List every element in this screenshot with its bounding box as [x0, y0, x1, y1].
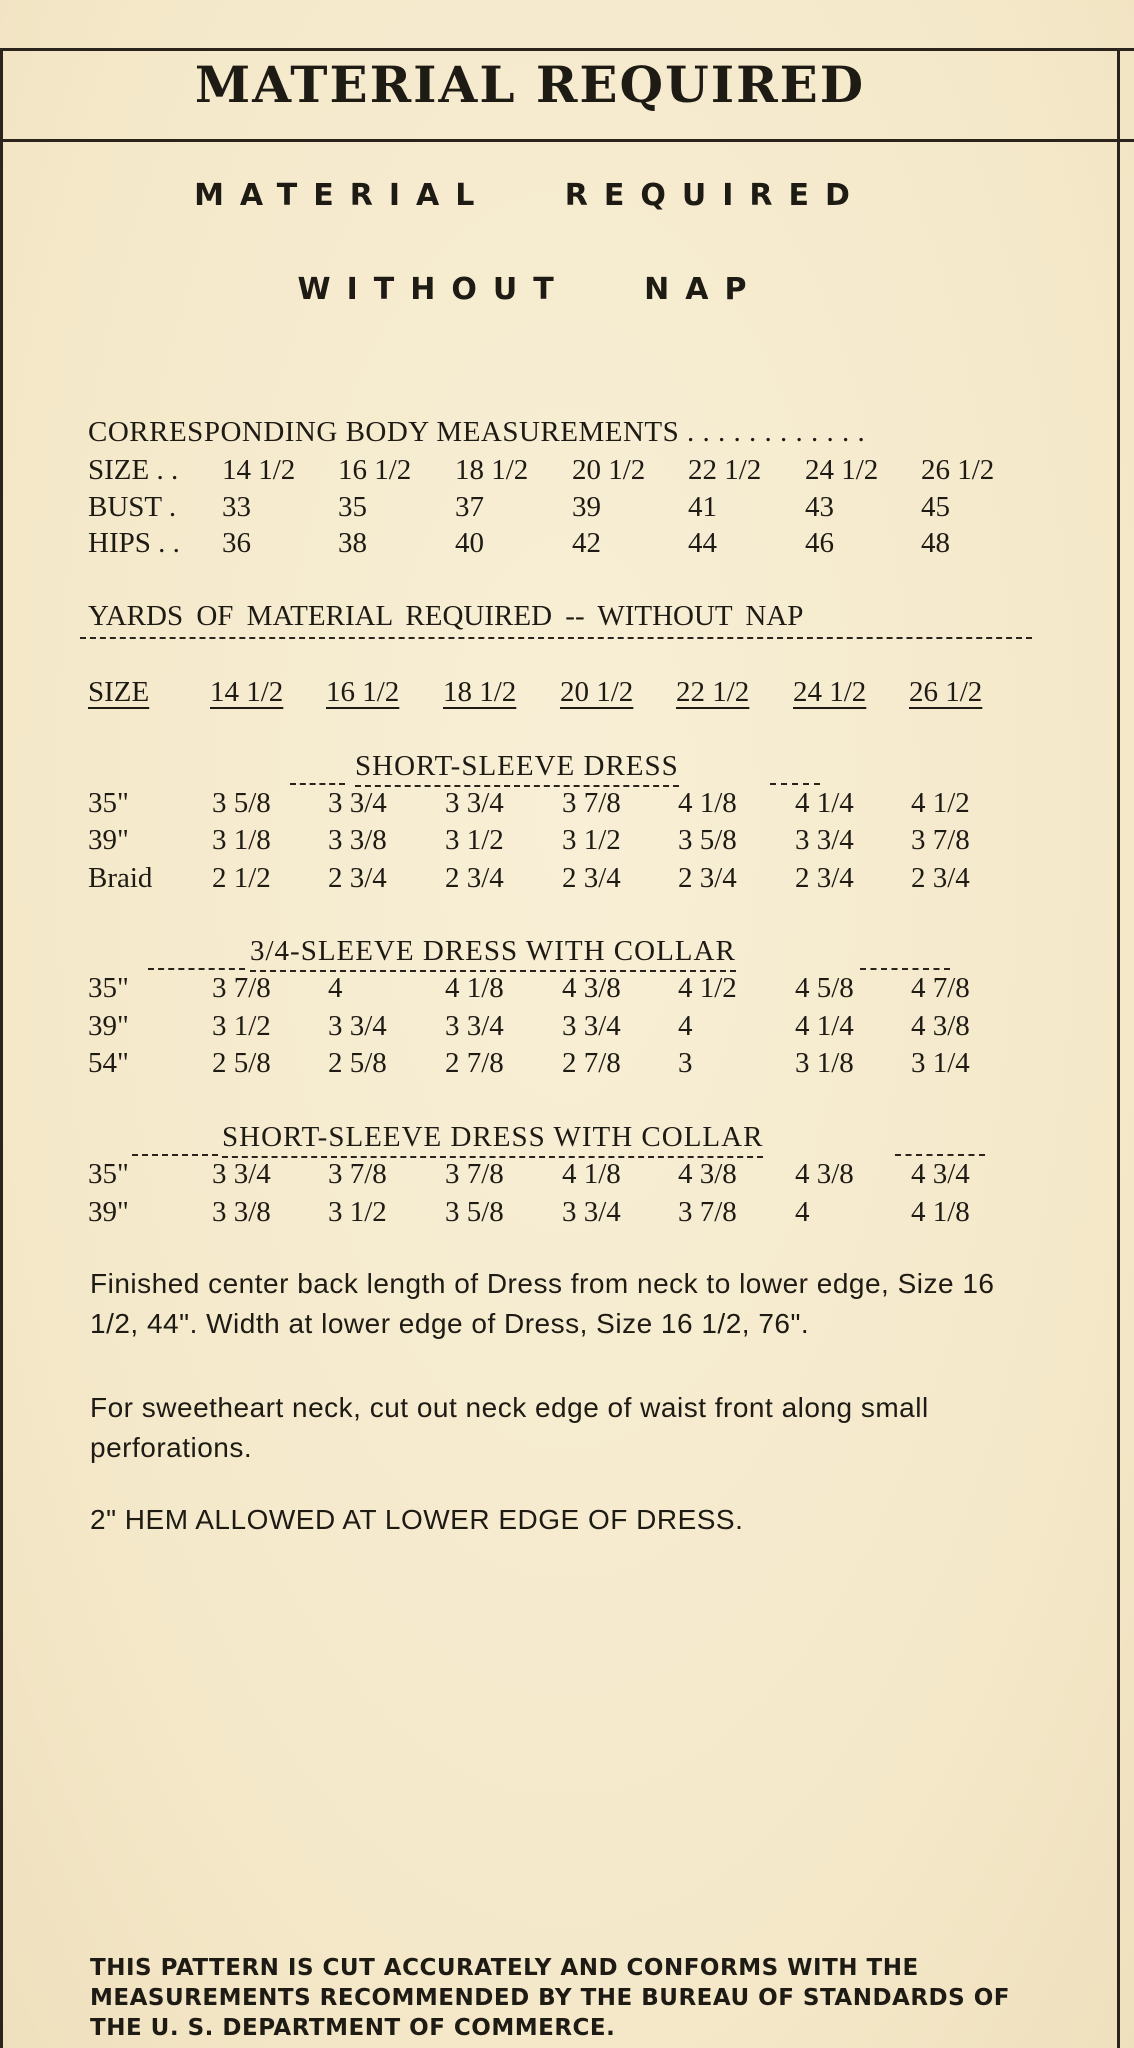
size-column-header: 24 1/2 — [793, 676, 867, 708]
yardage-row-label: 35" — [88, 787, 129, 819]
measurement-value: 41 — [688, 491, 717, 523]
yardage-value: 2 3/4 — [795, 862, 854, 894]
yardage-row-label: 39" — [88, 824, 129, 856]
yardage-value: 3 7/8 — [911, 824, 970, 856]
yardage-value: 4 — [678, 1010, 693, 1042]
yardage-value: 3 3/4 — [212, 1158, 271, 1190]
yardage-value: 3 3/4 — [328, 787, 387, 819]
yardage-value: 2 3/4 — [562, 862, 621, 894]
standards-footer: THIS PATTERN IS CUT ACCURATELY AND CONFORMS WITH THE MEASUREMENTS RECOMMENDED BY THE BUREAU OF STANDARDS OF THE U. S. DEPARTMENT OF COMMERCE. — [90, 1955, 1010, 2041]
yardage-value: 3 1/2 — [212, 1010, 271, 1042]
measurement-value: 20 1/2 — [572, 454, 646, 486]
page-title: MATERIAL REQUIRED — [194, 55, 866, 114]
yardage-value: 3 5/8 — [678, 824, 737, 856]
measurement-value: 16 1/2 — [338, 454, 412, 486]
measurement-row-label: HIPS . . — [88, 527, 180, 559]
size-column-label: SIZE — [88, 676, 150, 708]
section-title: 3/4-SLEEVE DRESS WITH COLLAR — [250, 935, 736, 972]
section-dash-rule — [770, 783, 820, 785]
yardage-value: 4 3/8 — [678, 1158, 737, 1190]
yardage-value: 3 3/4 — [328, 1010, 387, 1042]
size-column-header: 18 1/2 — [443, 676, 517, 708]
yardage-value: 4 1/8 — [445, 972, 504, 1004]
measurement-value: 14 1/2 — [222, 454, 296, 486]
section-dash-rule — [148, 968, 245, 970]
yardage-row-label: Braid — [88, 862, 153, 894]
yards-heading-underline — [80, 637, 1032, 639]
yardage-value: 2 3/4 — [911, 862, 970, 894]
yardage-value: 3 1/2 — [562, 824, 621, 856]
measurement-value: 45 — [921, 491, 950, 523]
yardage-value: 3 3/4 — [795, 824, 854, 856]
yardage-value: 4 7/8 — [911, 972, 970, 1004]
measurement-value: 40 — [455, 527, 484, 559]
measurement-value: 48 — [921, 527, 950, 559]
measurement-value: 35 — [338, 491, 367, 523]
yardage-value: 2 5/8 — [212, 1047, 271, 1079]
yardage-value: 2 7/8 — [445, 1047, 504, 1079]
measurement-value: 43 — [805, 491, 834, 523]
measurement-value: 22 1/2 — [688, 454, 762, 486]
yardage-value: 4 1/4 — [795, 787, 854, 819]
measurement-value: 44 — [688, 527, 717, 559]
yardage-value: 3 3/8 — [212, 1196, 271, 1228]
yardage-value: 4 1/8 — [911, 1196, 970, 1228]
measurement-value: 36 — [222, 527, 251, 559]
size-column-header: 26 1/2 — [909, 676, 983, 708]
measurement-value: 42 — [572, 527, 601, 559]
size-column-header: 20 1/2 — [560, 676, 634, 708]
section-title: SHORT-SLEEVE DRESS — [355, 750, 679, 787]
yardage-value: 2 3/4 — [678, 862, 737, 894]
section-dash-rule — [860, 968, 950, 970]
yardage-value: 4 3/8 — [911, 1010, 970, 1042]
sweetheart-neck-note: For sweetheart neck, cut out neck edge of waist front along small perforations. — [90, 1392, 929, 1463]
yardage-value: 3 5/8 — [212, 787, 271, 819]
measurement-value: 26 1/2 — [921, 454, 995, 486]
yardage-value: 3 7/8 — [562, 787, 621, 819]
yardage-row-label: 39" — [88, 1196, 129, 1228]
subtitle-material-required: MATERIAL REQUIRED — [194, 178, 866, 213]
yardage-value: 3 5/8 — [445, 1196, 504, 1228]
yardage-row-label: 35" — [88, 1158, 129, 1190]
yardage-value: 3 3/8 — [328, 824, 387, 856]
yardage-value: 3 3/4 — [445, 1010, 504, 1042]
yardage-value: 3 7/8 — [212, 972, 271, 1004]
yardage-value: 3 — [678, 1047, 693, 1079]
yardage-value: 4 1/2 — [678, 972, 737, 1004]
header-divider — [0, 139, 1134, 142]
yardage-value: 3 7/8 — [328, 1158, 387, 1190]
yardage-value: 2 5/8 — [328, 1047, 387, 1079]
yardage-value: 2 1/2 — [212, 862, 271, 894]
yardage-row-label: 54" — [88, 1047, 129, 1079]
yardage-value: 3 7/8 — [678, 1196, 737, 1228]
yardage-value: 4 3/8 — [795, 1158, 854, 1190]
top-border — [0, 48, 1134, 51]
yardage-value: 3 1/8 — [795, 1047, 854, 1079]
section-dash-rule — [132, 1154, 218, 1156]
yardage-value: 3 1/8 — [212, 824, 271, 856]
yardage-value: 4 — [795, 1196, 810, 1228]
yardage-value: 2 7/8 — [562, 1047, 621, 1079]
section-dash-rule — [895, 1154, 985, 1156]
subtitle-without-nap: WITHOUT NAP — [297, 272, 763, 307]
yardage-value: 3 7/8 — [445, 1158, 504, 1190]
size-column-header: 22 1/2 — [676, 676, 750, 708]
yardage-value: 3 1/2 — [445, 824, 504, 856]
measurement-row-label: SIZE . . — [88, 454, 179, 486]
right-border — [1117, 48, 1120, 2048]
measurement-row-label: BUST . — [88, 491, 177, 523]
measurement-value: 18 1/2 — [455, 454, 529, 486]
section-dash-rule — [290, 783, 345, 785]
body-measurements-heading: CORRESPONDING BODY MEASUREMENTS . . . . . . . . . . . . — [88, 416, 866, 448]
yardage-value: 4 1/8 — [678, 787, 737, 819]
hem-note: 2" HEM ALLOWED AT LOWER EDGE OF DRESS. — [90, 1504, 744, 1535]
measurement-value: 38 — [338, 527, 367, 559]
yardage-value: 4 5/8 — [795, 972, 854, 1004]
measurement-value: 24 1/2 — [805, 454, 879, 486]
yardage-value: 4 3/4 — [911, 1158, 970, 1190]
yardage-value: 3 3/4 — [445, 787, 504, 819]
finished-length-note: Finished center back length of Dress from neck to lower edge, Size 16 1/2, 44". Width at lower edge of Dress, Size 16 1/2, 76". — [90, 1268, 995, 1339]
yardage-value: 2 3/4 — [445, 862, 504, 894]
yardage-value: 4 1/2 — [911, 787, 970, 819]
yardage-value: 3 3/4 — [562, 1196, 621, 1228]
yardage-row-label: 35" — [88, 972, 129, 1004]
yardage-value: 4 1/4 — [795, 1010, 854, 1042]
yardage-value: 4 — [328, 972, 343, 1004]
size-column-header: 14 1/2 — [210, 676, 284, 708]
measurement-value: 37 — [455, 491, 484, 523]
left-border — [0, 48, 3, 2048]
yardage-row-label: 39" — [88, 1010, 129, 1042]
measurement-value: 46 — [805, 527, 834, 559]
section-title: SHORT-SLEEVE DRESS WITH COLLAR — [222, 1121, 763, 1158]
yardage-value: 3 1/4 — [911, 1047, 970, 1079]
measurement-value: 39 — [572, 491, 601, 523]
yardage-value: 3 1/2 — [328, 1196, 387, 1228]
size-column-header: 16 1/2 — [326, 676, 400, 708]
yardage-value: 4 1/8 — [562, 1158, 621, 1190]
yardage-value: 2 3/4 — [328, 862, 387, 894]
yardage-value: 4 3/8 — [562, 972, 621, 1004]
yards-heading: YARDS OF MATERIAL REQUIRED -- WITHOUT NAP — [88, 600, 804, 632]
yardage-value: 3 3/4 — [562, 1010, 621, 1042]
measurement-value: 33 — [222, 491, 251, 523]
